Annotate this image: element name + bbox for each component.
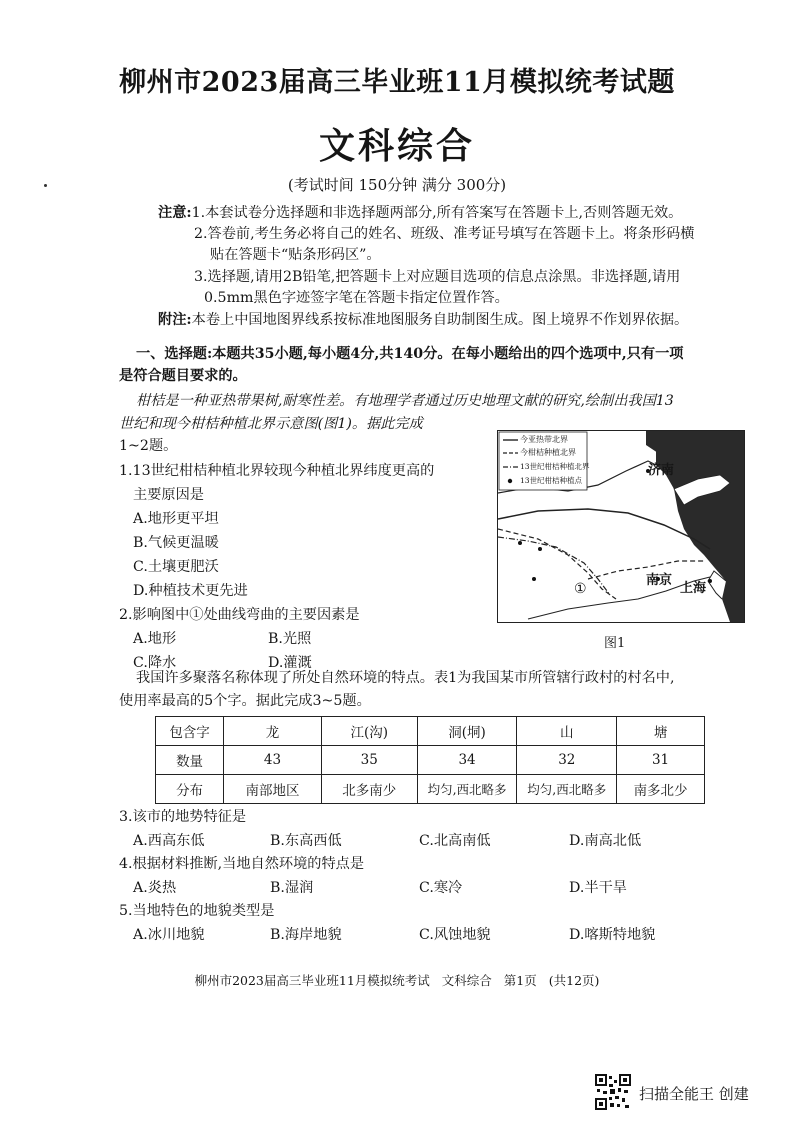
question-5-option-b[interactable]: B.海岸地貌 [270, 927, 342, 943]
subtropical-boundary [498, 509, 710, 549]
passage-2-line-2: 使用率最高的5个字。据此完成3~5题。 [119, 693, 371, 709]
nanjing-label: 南京 [646, 573, 673, 588]
question-5-stem: 5.当地特色的地貌类型是 [119, 903, 275, 919]
question-1-stem-line-1: 1.13世纪柑桔种植北界较现今种植北界纬度更高的 [119, 463, 435, 479]
table-cell: 32 [517, 746, 617, 775]
notice-item-3-line-1: 3.选择题,请用2B铅笔,把答题卡上对应题目选项的信息点涂黑。非选择题,请用 [194, 269, 681, 285]
question-3-option-a[interactable]: A.西高东低 [133, 833, 205, 849]
question-1-option-c[interactable]: C.土壤更肥沃 [133, 559, 219, 575]
table-row-label: 数量 [156, 746, 224, 775]
legend-label-subtropical: 今亚热带北界 [520, 435, 568, 444]
exam-info: (考试时间 150分钟 满分 300分) [287, 176, 507, 194]
notice-label: 注意: [158, 205, 192, 221]
shanghai-label: 上海 [680, 581, 707, 596]
question-3-stem: 3.该市的地势特征是 [119, 809, 247, 825]
table-row-count [156, 746, 705, 775]
question-1-stem-line-2: 主要原因是 [133, 487, 204, 503]
footer-page: 第1页 [503, 973, 537, 988]
table-row-distribution [156, 775, 705, 804]
question-1-option-b[interactable]: B.气候更温暖 [133, 535, 219, 551]
figure-caption: 图1 [604, 636, 626, 651]
planting-point [518, 541, 522, 545]
planting-point [538, 547, 542, 551]
present-citrus-boundary [498, 529, 616, 599]
table-cell: 北多南少 [321, 775, 417, 804]
question-4-option-d[interactable]: D.半干旱 [569, 880, 627, 896]
table-cell: 南多北少 [617, 775, 705, 804]
table-header-cell: 塘 [617, 717, 705, 746]
table-header-cell: 山 [517, 717, 617, 746]
question-2-option-c[interactable]: C.降水 [133, 655, 177, 671]
question-1-option-a[interactable]: A.地形更平坦 [133, 511, 219, 527]
table-row-label: 分布 [156, 775, 224, 804]
footer-exam-name: 柳州市2023届高三毕业班11月模拟统考试 [194, 973, 430, 988]
question-4-option-c[interactable]: C.寒冷 [419, 880, 463, 896]
marker-1: ① [574, 581, 587, 597]
question-2-option-d[interactable]: D.灌溉 [268, 655, 312, 671]
legend-swatch-point [508, 479, 512, 483]
question-2-stem: 2.影响图中①处曲线弯曲的主要因素是 [119, 607, 360, 623]
appendix-label: 附注: [158, 312, 192, 328]
question-5-option-c[interactable]: C.风蚀地貌 [419, 927, 491, 943]
table-cell: 31 [617, 746, 705, 775]
question-3-option-c[interactable]: C.北高南低 [419, 833, 491, 849]
village-name-table [155, 716, 705, 804]
page-footer [0, 971, 794, 989]
citrus-boundary-map [497, 430, 745, 623]
question-1-option-d[interactable]: D.种植技术更先进 [133, 583, 248, 599]
table-header-row [156, 717, 705, 746]
footer-subject: 文科综合 [441, 973, 492, 988]
qr-code-icon [595, 1074, 631, 1110]
table-cell: 均匀,西北略多 [417, 775, 517, 804]
question-4-stem: 4.根据材料推断,当地自然环境的特点是 [119, 856, 365, 872]
question-4-option-a[interactable]: A.炎热 [133, 880, 177, 896]
passage-1-line-2: 世纪和现今柑桔种植北界示意图(图1)。据此完成 [119, 416, 423, 432]
map-drawing [498, 431, 744, 622]
appendix-text: 本卷上中国地图界线系按标准地图服务自助制图生成。图上境界不作划界依据。 [191, 312, 689, 328]
question-2-option-a[interactable]: A.地形 [133, 631, 177, 647]
legend-label-13th: 13世纪柑桔种植北界 [520, 462, 590, 471]
13th-century-boundary [498, 537, 610, 595]
table-header-cell: 包含字 [156, 717, 224, 746]
legend-label-present: 今柑桔种植北界 [520, 448, 576, 457]
jinan-label: 济南 [648, 463, 675, 478]
exam-title: 柳州市2023届高三毕业班11月模拟统考试题 [119, 67, 675, 98]
passage-2-line-1: 我国许多聚落名称体现了所处自然环境的特点。表1为我国某市所管辖行政村的村名中, [136, 670, 675, 686]
notice-text-1: 1.本套试卷分选择题和非选择题两部分,所有答案写在答题卡上,否则答题无效。 [191, 205, 683, 221]
question-5-option-d[interactable]: D.喀斯特地貌 [569, 927, 656, 943]
notice-item-1 [158, 202, 682, 224]
notice-item-2-line-1: 2.答卷前,考生务必将自己的姓名、班级、准考证号填写在答题卡上。将条形码横 [194, 226, 695, 242]
table-cell: 35 [321, 746, 417, 775]
table-header-cell: 江(沟) [321, 717, 417, 746]
passage-1-line-3: 1~2题。 [119, 438, 178, 454]
footer-total: (共12页) [548, 973, 600, 988]
question-3-option-d[interactable]: D.南高北低 [569, 833, 642, 849]
notice-item-2-line-2: 贴在答题卡“贴条形码区”。 [210, 247, 381, 263]
shanghai-point [708, 579, 712, 583]
notice-item-3-line-2: 0.5mm黑色字迹签字笔在答题卡指定位置作答。 [204, 290, 509, 306]
planting-point [532, 577, 536, 581]
table-header-cell: 龙 [224, 717, 322, 746]
section-heading-line-1: 一、选择题:本题共35小题,每小题4分,共140分。在每小题给出的四个选项中,只有一项 [136, 346, 684, 362]
table-cell: 均匀,西北略多 [517, 775, 617, 804]
question-4-option-b[interactable]: B.湿润 [270, 880, 314, 896]
legend-label-points: 13世纪柑桔种植点 [520, 476, 583, 485]
table-cell: 43 [224, 746, 322, 775]
speck [44, 184, 47, 187]
question-5-option-a[interactable]: A.冰川地貌 [133, 927, 205, 943]
question-3-option-b[interactable]: B.东高西低 [270, 833, 342, 849]
table-cell: 34 [417, 746, 517, 775]
table-header-cell: 洞(垌) [417, 717, 517, 746]
subject-title: 文科综合 [318, 125, 475, 167]
question-2-option-b[interactable]: B.光照 [268, 631, 312, 647]
section-heading-line-2: 是符合题目要求的。 [119, 368, 247, 384]
scanner-label: 扫描全能王 创建 [639, 1085, 749, 1103]
table-cell: 南部地区 [224, 775, 322, 804]
passage-1-line-1: 柑桔是一种亚热带果树,耐寒性差。有地理学者通过历史地理文献的研究,绘制出我国13 [136, 393, 674, 409]
appendix [158, 309, 688, 331]
